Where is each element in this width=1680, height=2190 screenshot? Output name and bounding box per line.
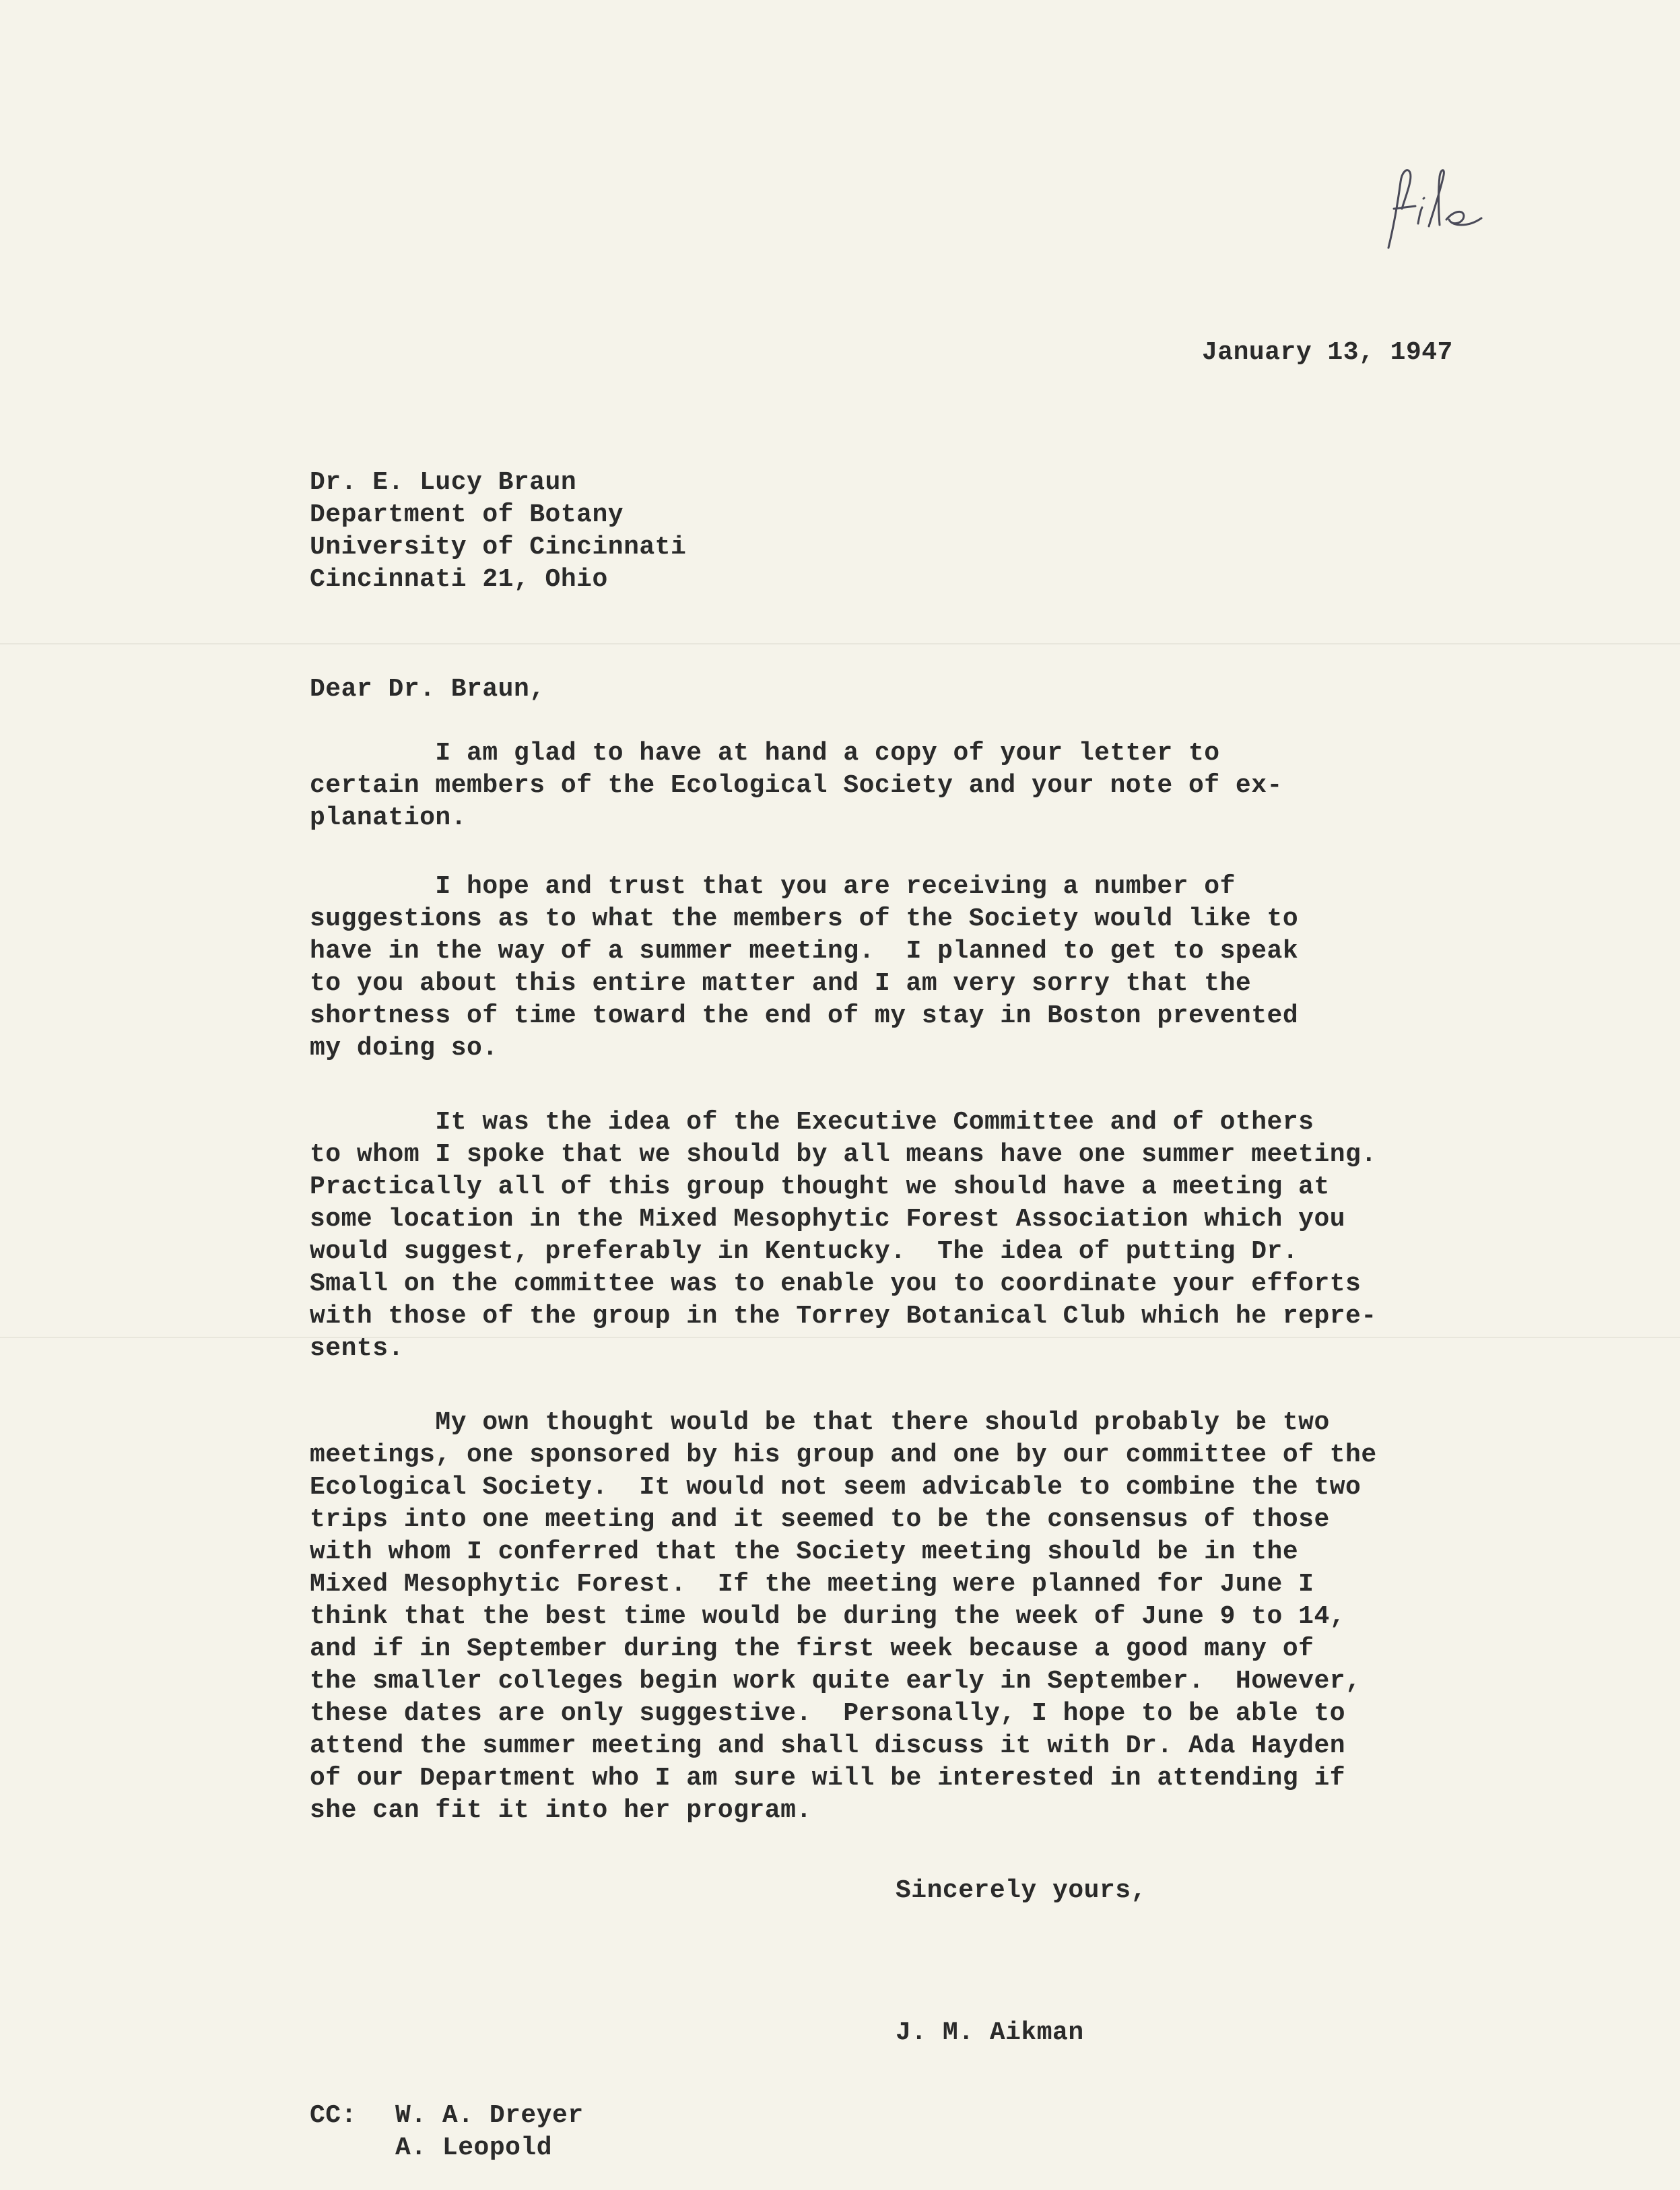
paragraph-line: and if in September during the first week because a good many of — [310, 1634, 1314, 1663]
recipient-institution: University of Cincinnati — [310, 533, 687, 562]
paragraph-line: Small on the committee was to enable you to coordinate your efforts — [310, 1269, 1362, 1298]
letter-date: January 13, 1947 — [1202, 338, 1453, 367]
paragraph-line: to you about this entire matter and I am very sorry that the — [310, 969, 1252, 998]
salutation: Dear Dr. Braun, — [310, 675, 545, 704]
paragraph-line: I am glad to have at hand a copy of your letter to — [310, 739, 1220, 768]
paragraph-line: attend the summer meeting and shall discuss it with Dr. Ada Hayden — [310, 1731, 1346, 1760]
recipient-name: Dr. E. Lucy Braun — [310, 468, 577, 497]
paragraph-line: would suggest, preferably in Kentucky. The idea of putting Dr. — [310, 1237, 1299, 1266]
cc-label: CC: — [310, 2101, 357, 2130]
recipient-city: Cincinnati 21, Ohio — [310, 565, 608, 594]
fold-crease — [0, 1337, 1680, 1338]
paragraph-line: shortness of time toward the end of my stay in Boston prevented — [310, 1001, 1299, 1030]
paragraph-line: planation. — [310, 803, 467, 832]
paragraph-line: to whom I spoke that we should by all means have one summer meeting. — [310, 1140, 1377, 1169]
paragraph-line: with whom I conferred that the Society meeting should be in the — [310, 1537, 1299, 1566]
recipient-department: Department of Botany — [310, 500, 624, 529]
paragraph-line: have in the way of a summer meeting. I planned to get to speak — [310, 937, 1299, 966]
paragraph-line: Mixed Mesophytic Forest. If the meeting were planned for June I — [310, 1570, 1314, 1599]
paragraph-line: think that the best time would be during the week of June 9 to 14, — [310, 1602, 1346, 1631]
handwritten-file-annotation — [1374, 162, 1488, 263]
paragraph-line: my doing so. — [310, 1034, 498, 1063]
paragraph-line: trips into one meeting and it seemed to be the consensus of those — [310, 1505, 1330, 1534]
paragraph-line: sents. — [310, 1334, 404, 1363]
paragraph-line: the smaller colleges begin work quite early in September. However, — [310, 1667, 1362, 1696]
cc-recipient: W. A. Dreyer — [395, 2101, 584, 2130]
paragraph-line: I hope and trust that you are receiving a number of — [310, 872, 1236, 901]
paragraph-line: she can fit it into her program. — [310, 1796, 812, 1825]
paragraph-line: Practically all of this group thought we should have a meeting at — [310, 1172, 1330, 1201]
paragraph-line: Ecological Society. It would not seem advicable to combine the two — [310, 1473, 1362, 1502]
paragraph-line: My own thought would be that there should probably be two — [310, 1408, 1330, 1437]
fold-crease — [0, 643, 1680, 644]
paragraph-line: suggestions as to what the members of the Society would like to — [310, 904, 1299, 933]
cc-recipient: A. Leopold — [395, 2133, 553, 2162]
paragraph-line: meetings, one sponsored by his group and one by our committee of the — [310, 1440, 1377, 1469]
paragraph-line: some location in the Mixed Mesophytic Forest Association which you — [310, 1205, 1346, 1234]
paragraph-line: certain members of the Ecological Society and your note of ex- — [310, 771, 1283, 800]
paragraph-line: with those of the group in the Torrey Botanical Club which he repre- — [310, 1302, 1377, 1331]
paragraph-line: of our Department who I am sure will be interested in attending if — [310, 1764, 1346, 1793]
signature: J. M. Aikman — [896, 2018, 1084, 2047]
closing: Sincerely yours, — [896, 1876, 1147, 1905]
paragraph-line: these dates are only suggestive. Personally, I hope to be able to — [310, 1699, 1346, 1728]
paragraph-line: It was the idea of the Executive Committee and of others — [310, 1108, 1314, 1137]
